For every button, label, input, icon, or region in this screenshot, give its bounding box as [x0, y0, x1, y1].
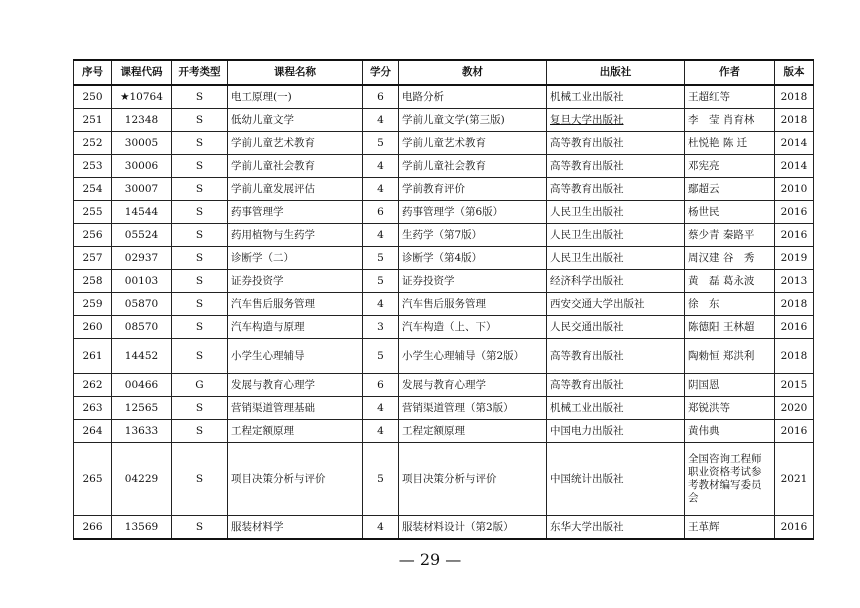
cell-name: 电工原理(一): [228, 85, 363, 109]
cell-publisher: 机械工业出版社: [547, 397, 685, 420]
table-row: [74, 178, 814, 201]
header-textbook: 教材: [399, 60, 547, 85]
cell-publisher: 人民交通出版社: [547, 316, 685, 339]
cell-credit: 4: [363, 109, 399, 132]
cell-publisher: 高等教育出版社: [547, 178, 685, 201]
cell-code: 30007: [112, 178, 172, 201]
cell-credit: 3: [363, 316, 399, 339]
table-row: [74, 374, 814, 397]
cell-code: 14452: [112, 339, 172, 374]
cell-name: 证券投资学: [228, 270, 363, 293]
cell-publisher: 机械工业出版社: [547, 85, 685, 109]
table-row: [74, 420, 814, 443]
cell-type: S: [172, 516, 228, 540]
cell-edition: 2018: [775, 339, 814, 374]
cell-type: G: [172, 374, 228, 397]
cell-author: 鄢超云: [685, 178, 775, 201]
cell-name: 汽车构造与原理: [228, 316, 363, 339]
cell-type: S: [172, 316, 228, 339]
cell-credit: 5: [363, 270, 399, 293]
cell-author: 周汉建 谷 秀: [685, 247, 775, 270]
cell-type: S: [172, 443, 228, 516]
cell-textbook: 生药学（第7版）: [399, 224, 547, 247]
cell-type: S: [172, 339, 228, 374]
cell-no: 255: [74, 201, 112, 224]
cell-publisher: 人民卫生出版社: [547, 247, 685, 270]
cell-author: 杜悦艳 陈 迁: [685, 132, 775, 155]
cell-no: 259: [74, 293, 112, 316]
cell-name: 药事管理学: [228, 201, 363, 224]
cell-textbook: 营销渠道管理（第3版）: [399, 397, 547, 420]
cell-publisher: 高等教育出版社: [547, 374, 685, 397]
cell-code: 08570: [112, 316, 172, 339]
cell-textbook: 电路分析: [399, 85, 547, 109]
cell-edition: 2021: [775, 443, 814, 516]
table-row: [74, 132, 814, 155]
cell-author: 阴国恩: [685, 374, 775, 397]
cell-no: 254: [74, 178, 112, 201]
cell-type: S: [172, 397, 228, 420]
header-author: 作者: [685, 60, 775, 85]
cell-name: 发展与教育心理学: [228, 374, 363, 397]
cell-author: 王革辉: [685, 516, 775, 540]
header-code: 课程代码: [112, 60, 172, 85]
cell-textbook: 药事管理学（第6版）: [399, 201, 547, 224]
cell-code: 14544: [112, 201, 172, 224]
cell-textbook: 小学生心理辅导（第2版）: [399, 339, 547, 374]
cell-code: 04229: [112, 443, 172, 516]
cell-edition: 2010: [775, 178, 814, 201]
cell-name: 汽车售后服务管理: [228, 293, 363, 316]
cell-edition: 2018: [775, 85, 814, 109]
cell-textbook: 发展与教育心理学: [399, 374, 547, 397]
cell-credit: 6: [363, 374, 399, 397]
cell-code: 13569: [112, 516, 172, 540]
cell-author: 邓宪亮: [685, 155, 775, 178]
header-no: 序号: [74, 60, 112, 85]
cell-textbook: 学前儿童文学(第三版): [399, 109, 547, 132]
cell-publisher: 高等教育出版社: [547, 132, 685, 155]
cell-type: S: [172, 132, 228, 155]
page-number: — 29 —: [398, 550, 462, 569]
cell-code: 30005: [112, 132, 172, 155]
cell-type: S: [172, 293, 228, 316]
table-row: [74, 516, 814, 540]
cell-textbook: 汽车售后服务管理: [399, 293, 547, 316]
cell-no: 250: [74, 85, 112, 109]
table-row: [74, 85, 814, 109]
cell-no: 262: [74, 374, 112, 397]
cell-code: 12348: [112, 109, 172, 132]
cell-author: 黄 磊 葛永波: [685, 270, 775, 293]
cell-no: 252: [74, 132, 112, 155]
cell-code: 30006: [112, 155, 172, 178]
cell-name: 服装材料学: [228, 516, 363, 540]
table-row: [74, 109, 814, 132]
table-row: [74, 339, 814, 374]
cell-no: 256: [74, 224, 112, 247]
cell-no: 261: [74, 339, 112, 374]
cell-type: S: [172, 270, 228, 293]
cell-name: 药用植物与生药学: [228, 224, 363, 247]
cell-name: 低幼儿童文学: [228, 109, 363, 132]
publisher-underlined: 复旦大学出版社: [550, 113, 624, 126]
cell-no: 266: [74, 516, 112, 540]
cell-textbook: 汽车构造（上、下）: [399, 316, 547, 339]
cell-author: 李 莹 肖育林: [685, 109, 775, 132]
cell-credit: 4: [363, 420, 399, 443]
cell-credit: 4: [363, 293, 399, 316]
cell-credit: 6: [363, 85, 399, 109]
cell-edition: 2018: [775, 293, 814, 316]
cell-edition: 2016: [775, 516, 814, 540]
header-name: 课程名称: [228, 60, 363, 85]
table-row: [74, 155, 814, 178]
cell-no: 253: [74, 155, 112, 178]
cell-author: 杨世民: [685, 201, 775, 224]
cell-publisher: 西安交通大学出版社: [547, 293, 685, 316]
cell-edition: 2020: [775, 397, 814, 420]
cell-publisher: 经济科学出版社: [547, 270, 685, 293]
cell-code: 12565: [112, 397, 172, 420]
cell-textbook: 诊断学（第4版）: [399, 247, 547, 270]
cell-no: 257: [74, 247, 112, 270]
cell-edition: 2016: [775, 201, 814, 224]
cell-type: S: [172, 420, 228, 443]
cell-edition: 2016: [775, 224, 814, 247]
cell-code: ★10764: [112, 85, 172, 109]
course-table: [73, 59, 814, 540]
cell-publisher: 中国统计出版社: [547, 443, 685, 516]
cell-credit: 5: [363, 443, 399, 516]
cell-code: 13633: [112, 420, 172, 443]
cell-publisher: 中国电力出版社: [547, 420, 685, 443]
table-row: [74, 397, 814, 420]
cell-author: 陈德阳 王林超: [685, 316, 775, 339]
cell-no: 251: [74, 109, 112, 132]
cell-no: 264: [74, 420, 112, 443]
cell-author: 王超红等: [685, 85, 775, 109]
cell-code: 00466: [112, 374, 172, 397]
cell-credit: 6: [363, 201, 399, 224]
header-edition: 版本: [775, 60, 814, 85]
cell-credit: 4: [363, 397, 399, 420]
cell-author: 黄伟典: [685, 420, 775, 443]
cell-edition: 2014: [775, 155, 814, 178]
cell-credit: 4: [363, 155, 399, 178]
cell-textbook: 项目决策分析与评价: [399, 443, 547, 516]
table-row: [74, 443, 814, 516]
cell-textbook: 工程定额原理: [399, 420, 547, 443]
cell-publisher: 高等教育出版社: [547, 339, 685, 374]
cell-edition: 2015: [775, 374, 814, 397]
cell-publisher: 人民卫生出版社: [547, 224, 685, 247]
cell-no: 263: [74, 397, 112, 420]
cell-textbook: 学前教育评价: [399, 178, 547, 201]
cell-publisher: [547, 109, 685, 132]
cell-no: 265: [74, 443, 112, 516]
cell-name: 营销渠道管理基础: [228, 397, 363, 420]
cell-edition: 2018: [775, 109, 814, 132]
cell-edition: 2016: [775, 420, 814, 443]
cell-edition: 2016: [775, 316, 814, 339]
cell-no: 260: [74, 316, 112, 339]
cell-author: 蔡少青 秦路平: [685, 224, 775, 247]
header-credit: 学分: [363, 60, 399, 85]
cell-credit: 5: [363, 247, 399, 270]
cell-textbook: 服装材料设计（第2版）: [399, 516, 547, 540]
cell-name: 学前儿童发展评估: [228, 178, 363, 201]
cell-type: S: [172, 201, 228, 224]
cell-edition: 2019: [775, 247, 814, 270]
cell-no: 258: [74, 270, 112, 293]
table-row: [74, 293, 814, 316]
cell-publisher: 人民卫生出版社: [547, 201, 685, 224]
table-row: [74, 270, 814, 293]
cell-credit: 5: [363, 132, 399, 155]
table-row: [74, 316, 814, 339]
cell-name: 学前儿童艺术教育: [228, 132, 363, 155]
cell-type: S: [172, 224, 228, 247]
cell-type: S: [172, 247, 228, 270]
cell-name: 项目决策分析与评价: [228, 443, 363, 516]
cell-publisher: 东华大学出版社: [547, 516, 685, 540]
cell-code: 00103: [112, 270, 172, 293]
table-row: [74, 224, 814, 247]
cell-code: 05870: [112, 293, 172, 316]
cell-edition: 2014: [775, 132, 814, 155]
cell-author: 郑锐洪等: [685, 397, 775, 420]
cell-author: 全国咨询工程师职业资格考试参考教材编写委员会: [685, 443, 775, 516]
cell-type: S: [172, 109, 228, 132]
cell-textbook: 学前儿童社会教育: [399, 155, 547, 178]
cell-name: 学前儿童社会教育: [228, 155, 363, 178]
cell-textbook: 证券投资学: [399, 270, 547, 293]
cell-publisher: 高等教育出版社: [547, 155, 685, 178]
header-publisher: 出版社: [547, 60, 685, 85]
cell-credit: 4: [363, 224, 399, 247]
cell-code: 05524: [112, 224, 172, 247]
table-row: [74, 247, 814, 270]
cell-name: 工程定额原理: [228, 420, 363, 443]
cell-name: 小学生心理辅导: [228, 339, 363, 374]
cell-code: 02937: [112, 247, 172, 270]
cell-author: 陶勑恒 郑洪利: [685, 339, 775, 374]
header-row: [74, 60, 814, 85]
cell-credit: 4: [363, 516, 399, 540]
header-type: 开考类型: [172, 60, 228, 85]
cell-edition: 2013: [775, 270, 814, 293]
cell-type: S: [172, 178, 228, 201]
cell-type: S: [172, 155, 228, 178]
cell-author: 徐 东: [685, 293, 775, 316]
cell-type: S: [172, 85, 228, 109]
cell-credit: 5: [363, 339, 399, 374]
table-row: [74, 201, 814, 224]
cell-name: 诊断学（二）: [228, 247, 363, 270]
cell-textbook: 学前儿童艺术教育: [399, 132, 547, 155]
cell-credit: 4: [363, 178, 399, 201]
